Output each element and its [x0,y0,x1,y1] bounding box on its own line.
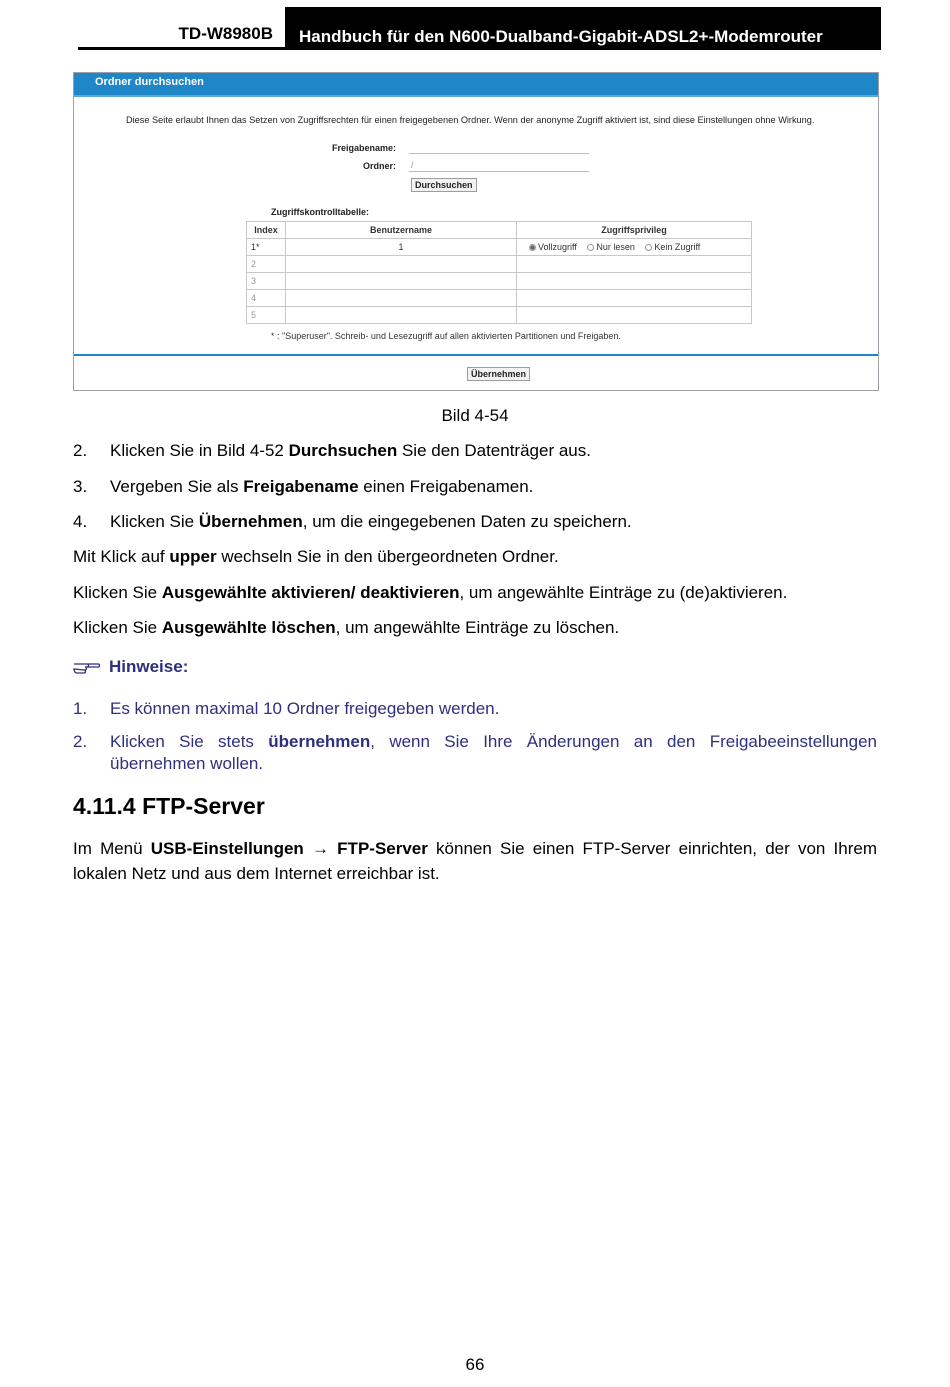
header-title: Handbuch für den N600-Dualband-Gigabit-ADSL2+-Modemrouter [285,7,881,50]
row-privilege [517,273,752,290]
hint-item [73,731,877,775]
divider [74,354,878,356]
hint-number: 1. [73,699,88,718]
pointing-hand-icon [73,657,101,677]
col-username: Benutzername [286,222,517,239]
title-bar-underline [74,95,878,97]
step-item [73,476,877,498]
table-row [247,273,752,290]
row-index: 5 [247,307,286,324]
step-number: 4. [73,512,88,531]
table-row [247,290,752,307]
screenshot-title: Ordner durchsuchen [95,76,204,88]
row-username [286,307,517,324]
folder-label: Ordner: [362,161,396,171]
step-text: Vergeben Sie als Freigabename einen Freigabenamen. [110,477,534,496]
row-privilege [517,290,752,307]
radio-read-only[interactable] [587,244,594,251]
body-paragraph: Klicken Sie Ausgewählte löschen, um angewählte Einträge zu löschen. [73,618,620,637]
hint-text: Klicken Sie stets übernehmen, wenn Sie Ihre Änderungen an den Freigabeeinstellungen übernehmen wollen. [110,732,877,773]
row-privilege [517,307,752,324]
row-index: 4 [247,290,286,307]
step-number: 2. [73,441,88,460]
radio-full-access[interactable] [529,244,536,251]
figure-caption: Bild 4-54 [441,406,509,425]
table-row [247,307,752,324]
radio-no-access[interactable] [645,244,652,251]
section-heading: 4.11.4 FTP-Server [73,793,265,819]
share-name-input[interactable] [409,140,589,154]
radio-label: Vollzugriff [538,242,577,252]
row-username [286,290,517,307]
section-paragraph: Im Menü USB-Einstellungen → FTP-Server können Sie einen FTP-Server einrichten, der von Ihrem lokalen Netz und aus dem Internet erreichbar ist. [73,839,877,883]
share-name-label: Freigabename: [331,143,396,153]
row-username [286,256,517,273]
router-screenshot [73,72,879,391]
step-text: Klicken Sie in Bild 4-52 Durchsuchen Sie den Datenträger aus. [110,441,591,460]
step-item [73,511,877,533]
table-row [247,239,752,256]
hint-number: 2. [73,732,88,751]
access-control-table [246,221,752,324]
row-privilege [517,256,752,273]
col-index: Index [247,222,286,239]
body-paragraph: Mit Klick auf upper wechseln Sie in den übergeordneten Ordner. [73,547,559,566]
row-index: 2 [247,256,286,273]
col-privilege: Zugriffsprivileg [517,222,752,239]
apply-button[interactable]: Übernehmen [467,367,530,381]
row-privilege [517,239,752,256]
header-model: TD-W8980B [78,22,285,50]
row-index: 3 [247,273,286,290]
step-text: Klicken Sie Übernehmen, um die eingegebenen Daten zu speichern. [110,512,632,531]
acl-caption: Zugriffskontrolltabelle: [271,207,370,217]
acl-footnote: * : "Superuser". Schreib- und Lesezugriff auf allen aktivierten Partitionen und Freigaben. [271,331,621,341]
step-number: 3. [73,477,88,496]
screenshot-title-bar [74,73,878,95]
radio-label: Kein Zugriff [654,242,701,252]
hint-item [73,698,877,720]
screenshot-description: Diese Seite erlaubt Ihnen das Setzen von Zugriffsrechten für einen freigegebenen Ordner. Wenn der anonyme Zugriff aktiviert ist, sind diese Einstellungen ohne Wirkung. [126,115,815,125]
browse-button[interactable]: Durchsuchen [411,178,477,192]
step-item [73,440,877,462]
folder-input[interactable] [409,158,589,172]
page-number: 66 [465,1355,485,1374]
row-username [286,273,517,290]
body-paragraph: Klicken Sie Ausgewählte aktivieren/ deaktivieren, um angewählte Einträge zu (de)aktivieren. [73,583,788,602]
table-row [247,256,752,273]
row-index: 1* [247,239,286,256]
radio-label: Nur lesen [596,242,635,252]
row-username: 1 [286,239,517,256]
hint-text: Es können maximal 10 Ordner freigegeben werden. [110,699,500,718]
hints-heading: Hinweise: [73,657,188,677]
